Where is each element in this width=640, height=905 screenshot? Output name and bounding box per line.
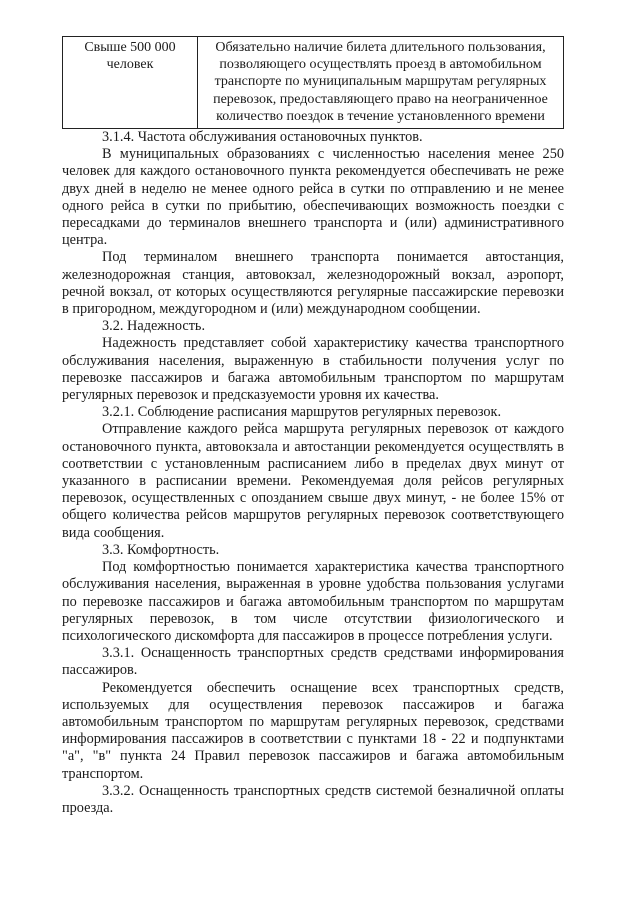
section-heading-3-2: 3.2. Надежность.: [102, 318, 206, 335]
section-heading-3-3-1: 3.3.1. Оснащенность транспортных средств средствами информирования пассажиров.: [62, 645, 564, 679]
table-row: [63, 37, 564, 129]
document-page: [62, 36, 564, 817]
paragraph: Под терминалом внешнего транспорта понимается автостанция, железнодорожная станция, автовокзал, железнодорожный вокзал, аэропорт, речной вокзал, от которых осуществляются регулярные пассажирские перевозки в пригородном, междугородном и (или) международном сообщении.: [62, 249, 564, 318]
section-heading-3-1-4: 3.1.4. Частота обслуживания остановочных пунктов.: [102, 129, 423, 146]
section-heading-3-3: 3.3. Комфортность.: [102, 541, 220, 558]
paragraph: В муниципальных образованиях с численностью населения менее 250 человек для каждого остановочного пункта рекомендуется обеспечивать не реже двух дней в неделю не менее одного рейса в сутки по отправлению и не менее одного рейса в сутки по прибытию, обеспечивающих возможность поездки с пересадками до терминалов внешнего транспорта и (или) административного центра.: [62, 146, 564, 249]
requirements-table: [62, 36, 564, 129]
paragraph: Отправление каждого рейса маршрута регулярных перевозок от каждого остановочного пункта, автовокзала и автостанции рекомендуется осуществлять в соответствии с установленным расписанием либо в пределах двух минут от указанного в расписании времени. Рекомендуемая доля рейсов регулярных перевозок, осуществленных с опозданием свыше двух минут, - не более 15% от общего количества рейсов маршрутов регулярных перевозок соответствующего вида сообщения.: [62, 421, 564, 541]
paragraph: Под комфортностью понимается характеристика качества транспортного обслуживания населения, выраженная в уровне удобства пользования услугами по перевозке пассажиров и багажа автомобильным транспортом по маршрутам регулярных перевозок, в том числе отсутствии физиологического и психологического дискомфорта для пассажиров в процессе потребления услуги.: [62, 559, 564, 644]
section-heading-3-3-2: 3.3.2. Оснащенность транспортных средств системой безналичной оплаты проезда.: [62, 782, 564, 816]
section-heading-3-2-1: 3.2.1. Соблюдение расписания маршрутов регулярных перевозок.: [102, 404, 502, 421]
requirement-cell: Обязательно наличие билета длительного пользования, позволяющего осуществлять проезд в автомобильном транспорте по муниципальным маршрутам регулярных перевозок, предоставляющего право на неограниченное количество поездок в течение установленного времени: [198, 37, 564, 129]
paragraph: Надежность представляет собой характеристику качества транспортного обслуживания населения, выраженную в стабильности получения услуг по перевозке пассажиров и багажа автомобильным транспортом по маршрутам регулярных перевозок и предсказуемости уровня их качества.: [62, 335, 564, 404]
paragraph: Рекомендуется обеспечить оснащение всех транспортных средств, используемых для осуществления перевозок пассажиров и багажа автомобильным транспортом по маршрутам регулярных перевозок, средствами информирования пассажиров в соответствии с пунктами 18 - 22 и подпунктами "а", "в" пункта 24 Правил перевозок пассажиров и багажа автомобильным транспортом.: [62, 679, 564, 782]
population-cell: Свыше 500 000 человек: [63, 37, 198, 129]
